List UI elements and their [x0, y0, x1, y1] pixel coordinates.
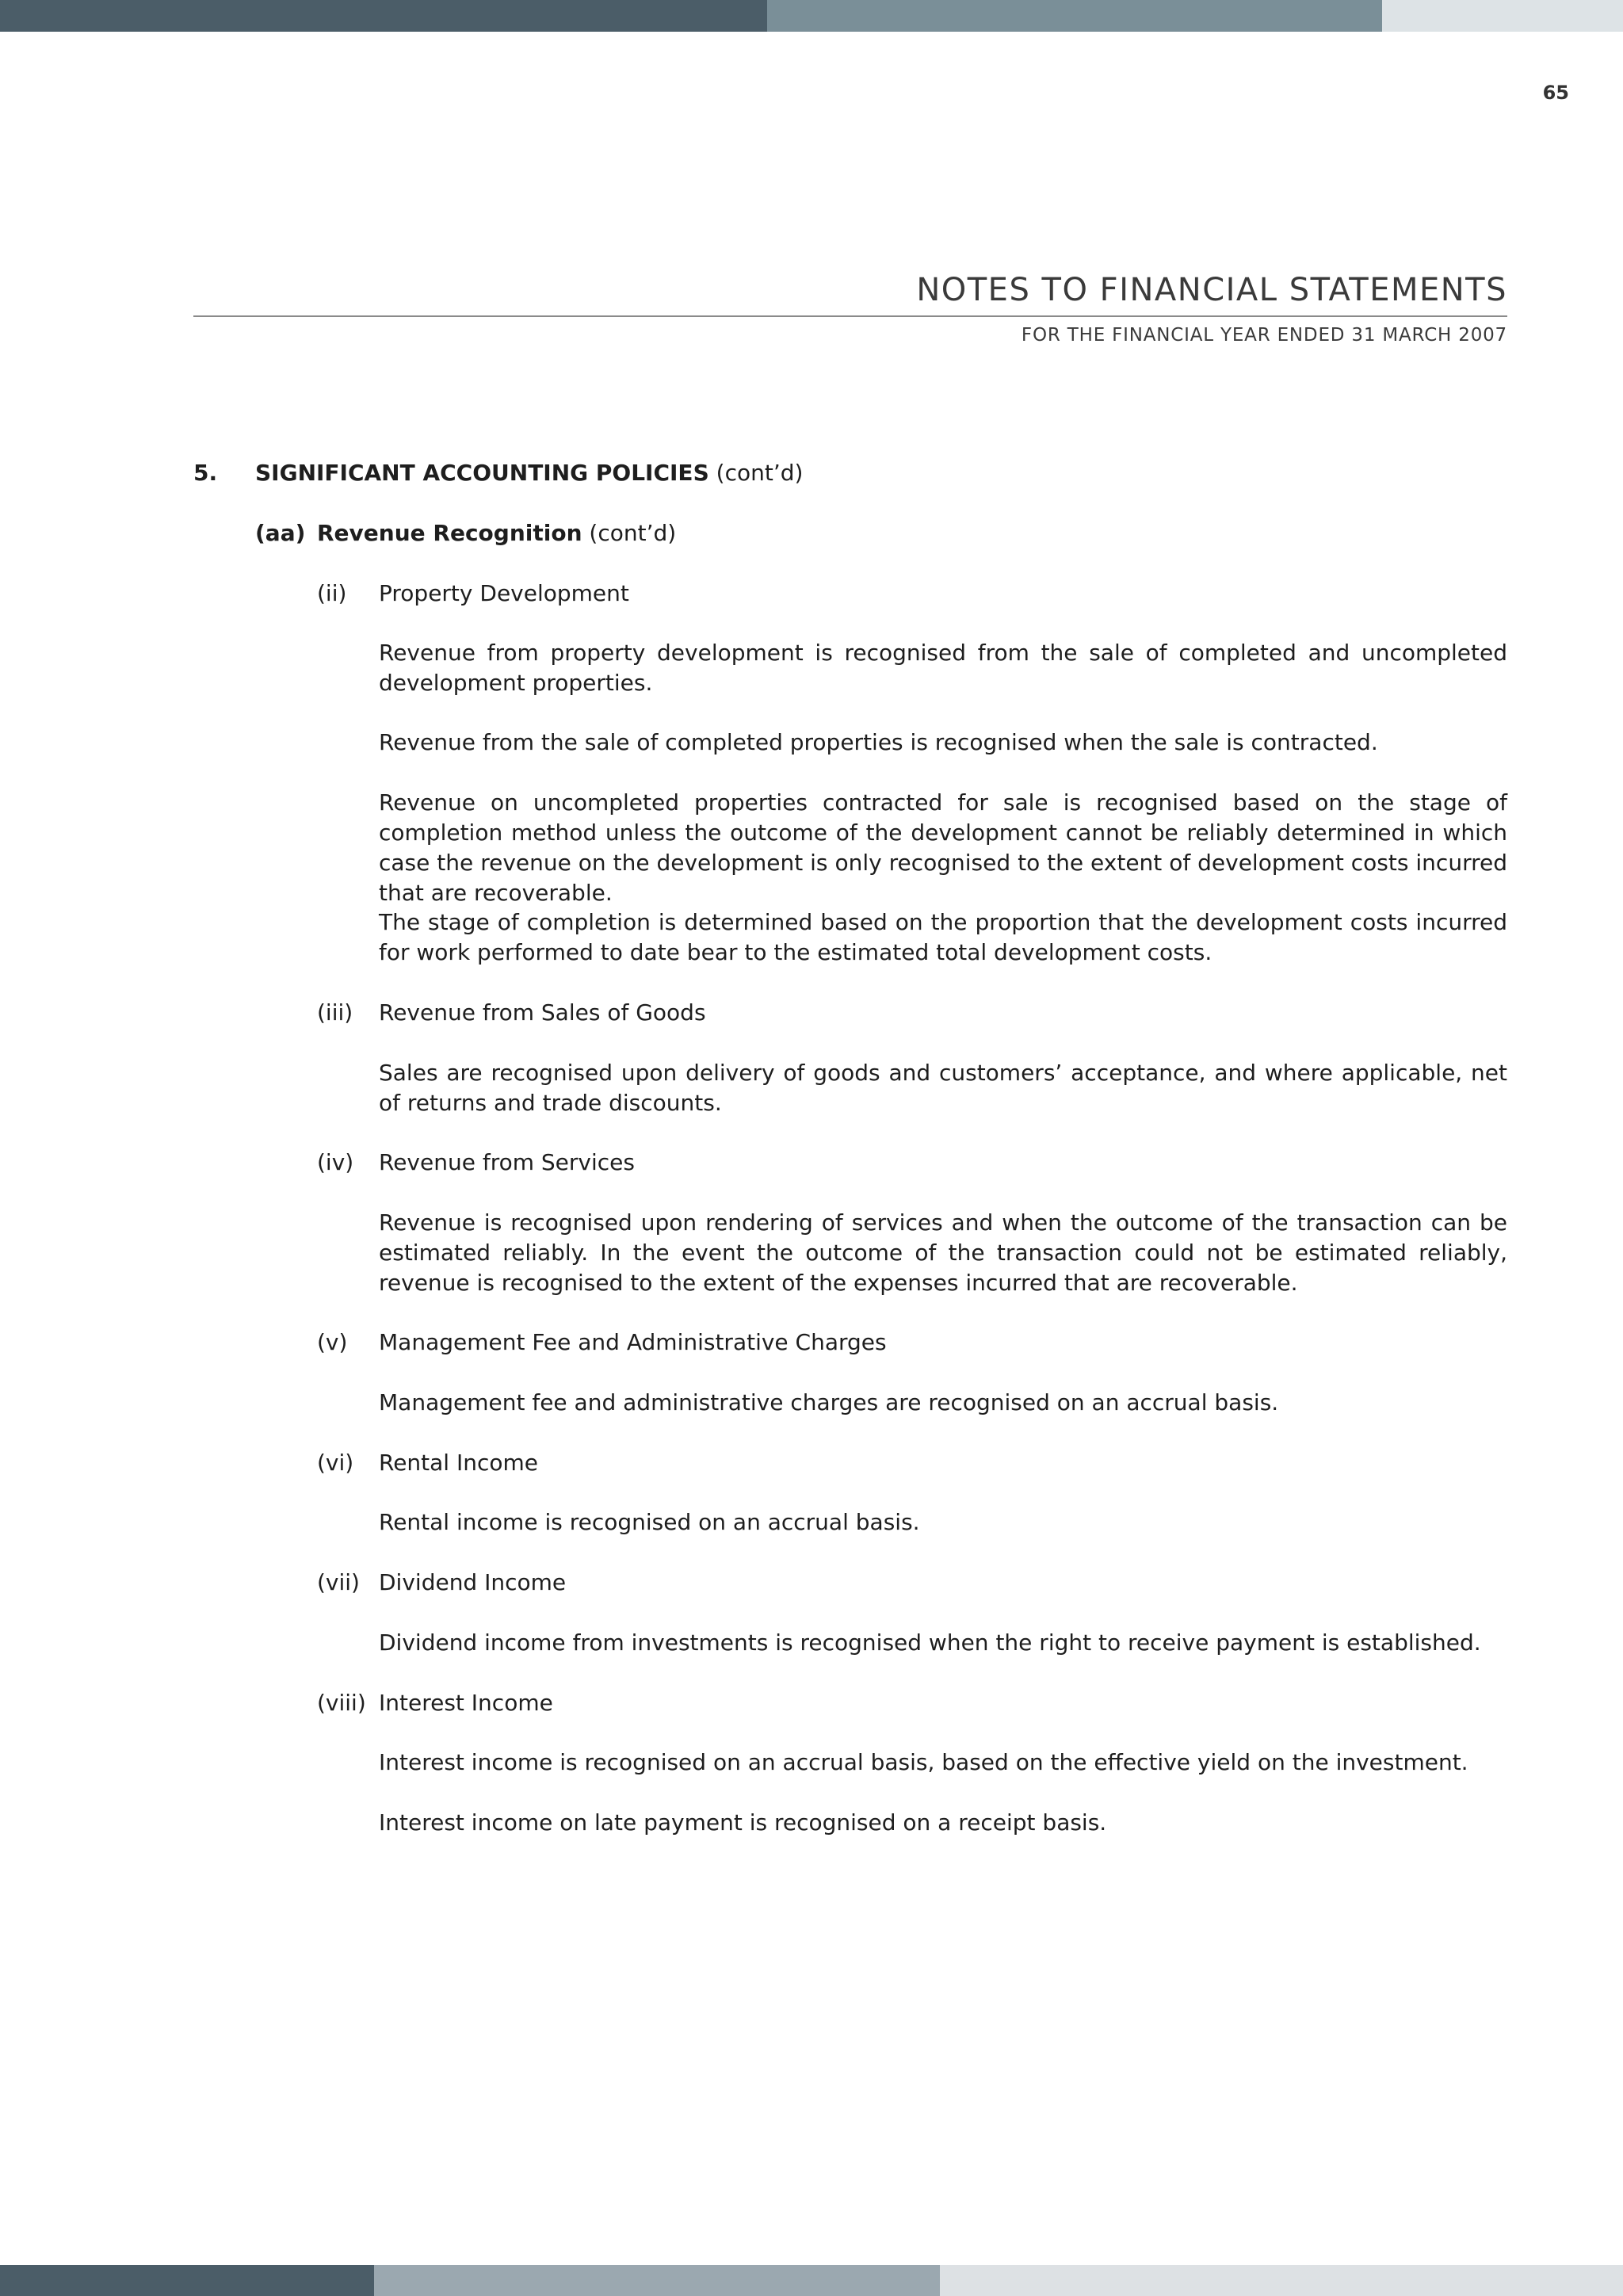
item-title: Revenue from Sales of Goods [379, 999, 706, 1026]
bottom-decorative-bar-medium [374, 2265, 940, 2296]
subsection-label: (aa) [255, 520, 306, 546]
paragraph: Interest income on late payment is recognised on a receipt basis. [379, 1809, 1107, 1836]
item-label: (vi) [317, 1450, 354, 1476]
paragraph: Rental income is recognised on an accrual basis. [379, 1509, 920, 1535]
section-heading [255, 458, 803, 488]
item-label: (vii) [317, 1569, 360, 1595]
paragraph: Dividend income from investments is recognised when the right to receive payment is established. [379, 1629, 1481, 1656]
paragraph: Revenue from the sale of completed properties is recognised when the sale is contracted. [379, 729, 1378, 755]
item-title: Revenue from Services [379, 1149, 635, 1175]
page-header [193, 268, 1507, 346]
item-label: (iii) [317, 999, 353, 1026]
page-number: 65 [1542, 82, 1569, 104]
header-subtitle: FOR THE FINANCIAL YEAR ENDED 31 MARCH 2007 [1021, 325, 1507, 346]
paragraph: Revenue from property development is recognised from the sale of completed and uncompleted development properties. [379, 640, 1507, 696]
header-title: NOTES TO FINANCIAL STATEMENTS [916, 272, 1507, 308]
bottom-decorative-bar-light [940, 2265, 1623, 2296]
section-cont: (cont’d) [716, 460, 804, 486]
top-decorative-bar-light [1382, 0, 1623, 32]
top-decorative-bar-dark [0, 0, 767, 32]
header-divider [193, 315, 1507, 317]
item-title: Property Development [379, 580, 629, 606]
item-label: (v) [317, 1329, 348, 1355]
top-decorative-bar-medium [767, 0, 1382, 32]
item-label: (viii) [317, 1690, 366, 1716]
item-label: (ii) [317, 580, 347, 606]
paragraph: Sales are recognised upon delivery of goods and customers’ acceptance, and where applicable, net of returns and trade discounts. [379, 1060, 1507, 1116]
item-label: (iv) [317, 1149, 354, 1175]
paragraph: Revenue is recognised upon rendering of services and when the outcome of the transaction can be estimated reliably. In the event the outcome of the transaction could not be estimated reliably, revenue is recognised to the extent of the expenses incurred that are recoverable. [379, 1209, 1507, 1296]
item-title: Rental Income [379, 1450, 539, 1476]
paragraph: Management fee and administrative charges are recognised on an accrual basis. [379, 1389, 1279, 1415]
section-title: SIGNIFICANT ACCOUNTING POLICIES [255, 460, 709, 486]
item-title: Management Fee and Administrative Charges [379, 1329, 887, 1355]
paragraph: The stage of completion is determined based on the proportion that the development costs incurred for work performed to date bear to the estimated total development costs. [379, 909, 1507, 965]
subsection-heading [317, 518, 676, 548]
item-title: Dividend Income [379, 1569, 567, 1595]
paragraph: Revenue on uncompleted properties contracted for sale is recognised based on the stage of completion method unless the outcome of the development cannot be reliably determined in which case the revenue on the development is only recognised to the extent of development costs incurred that are recoverable. [379, 789, 1507, 906]
subsection-cont: (cont’d) [589, 520, 677, 546]
section-number: 5. [193, 460, 218, 486]
paragraph: Interest income is recognised on an accrual basis, based on the effective yield on the investment. [379, 1749, 1468, 1775]
bottom-decorative-bar-dark [0, 2265, 374, 2296]
item-title: Interest Income [379, 1690, 553, 1716]
subsection-title: Revenue Recognition [317, 520, 582, 546]
